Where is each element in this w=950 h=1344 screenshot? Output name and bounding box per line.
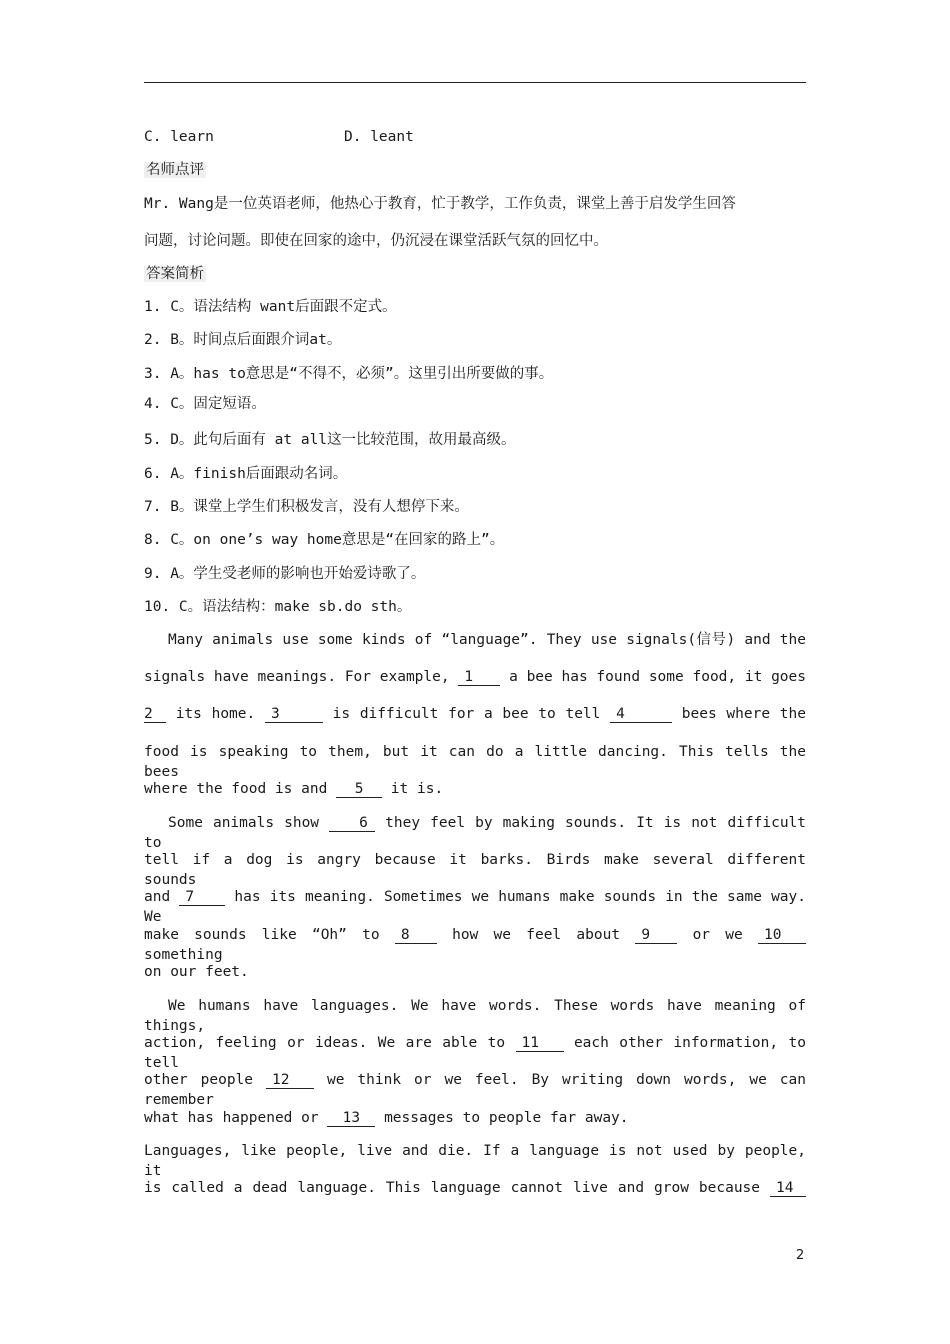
- review-line-2: 问题，讨论问题。即使在回家的途中，仍沉浸在课堂活跃气氛的回忆中。: [144, 233, 608, 249]
- blank-7: 7: [179, 889, 225, 906]
- blank-3: 3: [265, 706, 323, 723]
- passage-line: [144, 1178, 806, 1198]
- passage-text: other people: [144, 1072, 254, 1088]
- passage-line: [144, 1070, 806, 1110]
- passage-text: bees where the: [681, 706, 806, 722]
- passage-line: food is speaking to them, but it can do a little dancing. This tells the bees: [144, 744, 806, 780]
- passage-text: what has happened or: [144, 1110, 319, 1126]
- passage-text: is called a dead language. This language cannot live and grow because: [144, 1180, 761, 1196]
- blank-12: 12: [266, 1072, 314, 1089]
- answer-item: 5. D。此句后面有 at all这一比较范围，故用最高级。: [144, 432, 516, 448]
- passage-text: Some animals show: [168, 815, 320, 831]
- blank-9: 9: [635, 927, 677, 944]
- passage-text: action, feeling or ideas. We are able to: [144, 1035, 506, 1051]
- blank-5: 5: [336, 781, 382, 798]
- option-d: D. leant: [344, 129, 414, 145]
- passage-line: tell if a dog is angry because it barks. Birds make several different sounds: [144, 852, 806, 888]
- passage-text: something: [144, 947, 223, 963]
- answer-item: 7. B。课堂上学生们积极发言，没有人想停下来。: [144, 499, 469, 515]
- passage-line: [144, 1108, 806, 1128]
- passage-line: [144, 667, 806, 687]
- passage-line: [144, 1033, 806, 1073]
- section-title-review: [144, 160, 806, 180]
- blank-14: 14: [770, 1180, 806, 1197]
- page-number: 2: [796, 1248, 805, 1263]
- passage-text: its home.: [175, 706, 256, 722]
- passage-text: they feel by making sounds. It is not difficult to: [144, 815, 807, 851]
- option-c: C. learn: [144, 129, 214, 145]
- passage-text: or we: [692, 927, 743, 943]
- passage-text: is difficult for a bee to tell: [332, 706, 601, 722]
- passage-line: Languages, like people, live and die. If a language is not used by people, it: [144, 1143, 806, 1179]
- section-title-review-text: 名师点评: [146, 162, 204, 178]
- answer-item: 8. C。on one’s way home意思是“在回家的路上”。: [144, 532, 505, 548]
- blank-6: 6: [329, 815, 375, 832]
- answer-item: 2. B。时间点后面跟介词at。: [144, 332, 342, 348]
- passage-text: a bee has found some food, it goes: [509, 669, 806, 685]
- blank-11: 11: [516, 1035, 564, 1052]
- options-line: [144, 127, 806, 147]
- passage-line: [144, 887, 806, 927]
- passage-line: [144, 925, 806, 965]
- review-line-1: Mr. Wang是一位英语老师，他热心于教育，忙于教学，工作负责，课堂上善于启发学生回答: [144, 196, 736, 212]
- passage-text: it is.: [390, 781, 444, 797]
- passage-text: where the food is and: [144, 781, 328, 797]
- passage-text: each other information, to tell: [144, 1035, 806, 1071]
- header-rule: [144, 82, 806, 83]
- blank-10: 10: [758, 927, 806, 944]
- blank-2: 2: [144, 706, 166, 723]
- blank-13: 13: [327, 1110, 375, 1127]
- passage-text: how we feel about: [452, 927, 621, 943]
- passage-text: messages to people far away.: [384, 1110, 629, 1126]
- passage-text: and: [144, 889, 171, 905]
- answer-item: 10. C。语法结构：make sb.do sth。: [144, 599, 412, 615]
- answer-item: 6. A。finish后面跟动名词。: [144, 466, 348, 482]
- answer-item: 9. A。学生受老师的影响也开始爱诗歌了。: [144, 566, 426, 582]
- blank-8: 8: [395, 927, 437, 944]
- passage-line: [144, 704, 806, 724]
- passage-line: [144, 779, 806, 799]
- section-title-answers-text: 答案简析: [146, 266, 204, 282]
- answer-item: 1. C。语法结构 want后面跟不定式。: [144, 299, 397, 315]
- passage-line: Many animals use some kinds of “language”. They use signals(信号) and the: [168, 632, 806, 648]
- passage-text: we think or we feel. By writing down words, we can remember: [144, 1072, 806, 1108]
- answer-item: 3. A。has to意思是“不得不，必须”。这里引出所要做的事。: [144, 366, 554, 382]
- passage-line: We humans have languages. We have words. These words have meaning of things,: [144, 998, 806, 1034]
- passage-line: on our feet.: [144, 964, 249, 980]
- blank-4: 4: [610, 706, 672, 723]
- passage-line: [144, 813, 806, 853]
- passage-text: signals have meanings. For example,: [144, 669, 450, 685]
- section-title-answers: [144, 264, 806, 284]
- passage-text: has its meaning. Sometimes we humans make sounds in the same way. We: [144, 889, 806, 925]
- blank-1: 1: [458, 669, 500, 686]
- passage-text: make sounds like “Oh” to: [144, 927, 380, 943]
- answer-item: 4. C。固定短语。: [144, 396, 266, 412]
